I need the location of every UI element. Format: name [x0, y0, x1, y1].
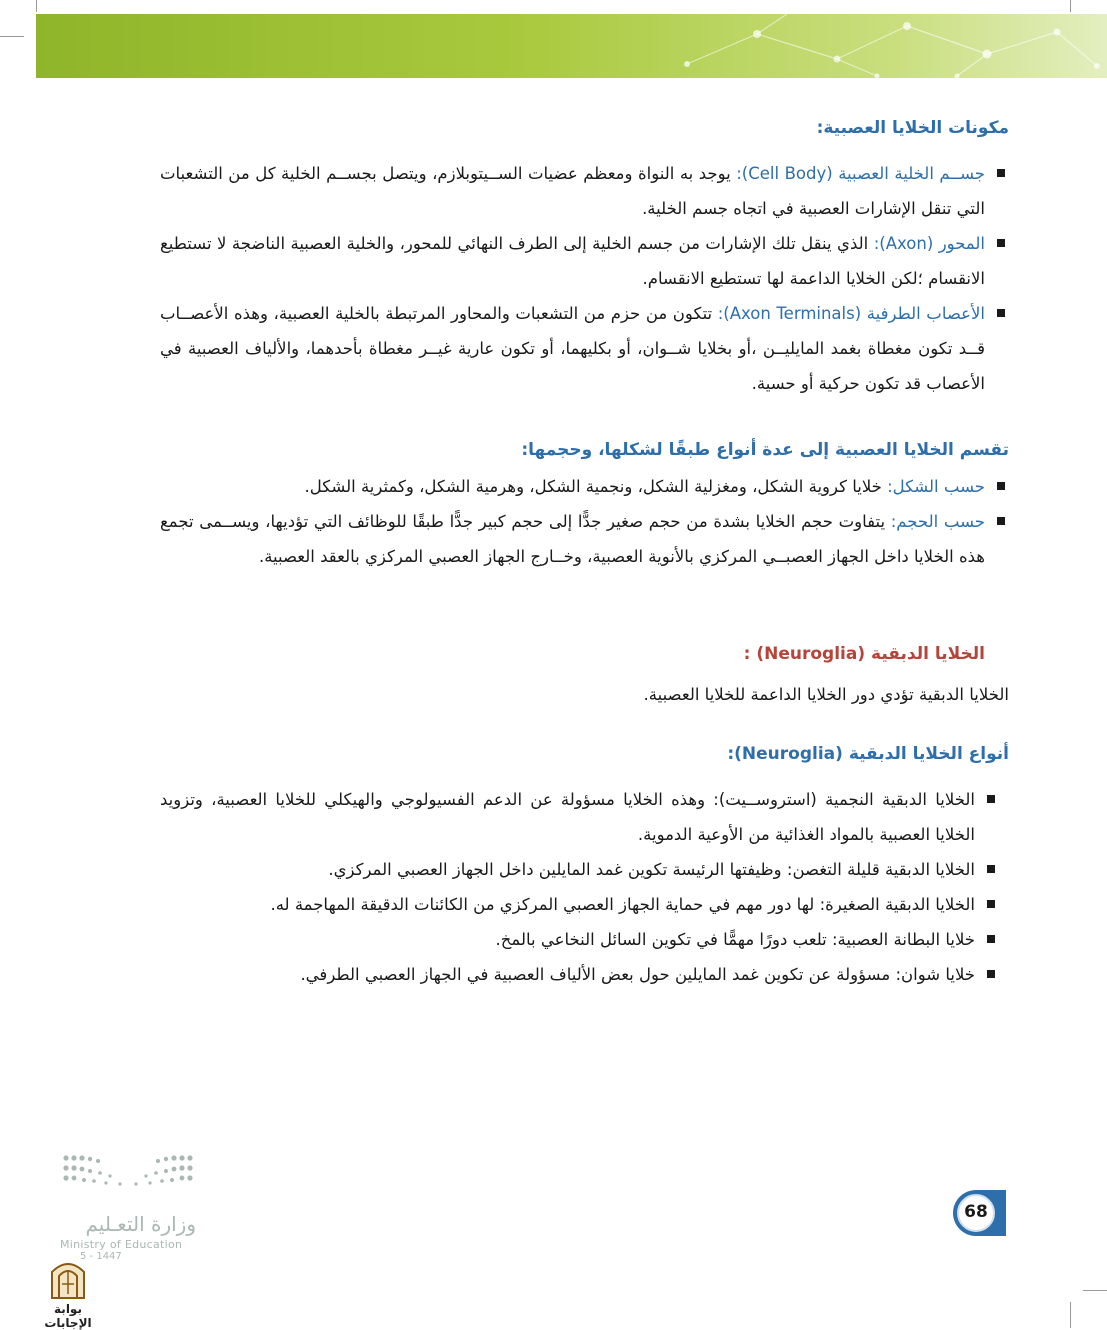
bullet-icon	[997, 309, 1005, 317]
neuroglia-description: الخلايا الدبقية تؤدي دور الخلايا الداعمة للخلايا العصبية.	[643, 685, 1009, 704]
list-item	[160, 469, 1009, 504]
item-text: تتكون من حزم من التشعبات والمحاور المرتبطة بالخلية العصبية، وهذه الأعصــاب قــد تكون مغطاة بغمد المايليــن ،أو بخلايا شــوان، أو بكليهما، أو تكون عارية غيــر مغطاة بأحدهما، والألياف العصبية في الأعصاب قد تكون حركية أو حسية.	[160, 304, 985, 393]
bullet-icon	[997, 482, 1005, 490]
list-item	[160, 957, 999, 992]
list-item	[160, 922, 999, 957]
ministry-name-ar: وزارة التعـليم	[85, 1212, 196, 1236]
list-item	[160, 296, 1009, 401]
item-text: الخلايا الدبقية الصغيرة: لها دور مهم في حماية الجهاز العصبي المركزي من الكائنات الدقيقة المهاجمة له.	[270, 895, 975, 914]
watermark-text: بوابة الإجابات	[44, 1302, 92, 1330]
crop-mark	[1083, 1290, 1107, 1291]
section-neuroglia-types-list	[160, 782, 999, 992]
ministry-name-en: Ministry of Education	[60, 1238, 183, 1251]
bullet-icon	[987, 865, 995, 873]
ministry-year: 5 - 1447	[80, 1251, 122, 1262]
list-item	[160, 782, 999, 852]
gate-icon	[48, 1256, 88, 1300]
bullet-icon	[987, 900, 995, 908]
crop-mark	[1070, 0, 1071, 12]
section-heading-types: تقسم الخلايا العصبية إلى عدة أنواع طبقًا لشكلها، وحجمها:	[521, 440, 1009, 460]
item-text: الخلايا الدبقية النجمية (استروســيت): وهذه الخلايا مسؤولة عن الدعم الفسيولوجي والهيكلي للخلايا العصبية، وتزويد الخلايا العصبية بالمواد الغذائية من الأوعية الدموية.	[160, 790, 975, 844]
list-item	[160, 156, 1009, 226]
item-text: خلايا كروية الشكل، ومغزلية الشكل، ونجمية الشكل، وهرمية الشكل، وكمثرية الشكل.	[304, 477, 888, 496]
bullet-icon	[997, 517, 1005, 525]
bullet-icon	[987, 970, 995, 978]
answers-gate-watermark	[30, 1256, 106, 1330]
term-label: حسب الشكل:	[887, 477, 985, 496]
crop-mark	[0, 36, 24, 37]
crop-mark	[1070, 1302, 1071, 1328]
page-number: 68	[964, 1202, 988, 1222]
bullet-icon	[987, 935, 995, 943]
section-heading-neuroglia: الخلايا الدبقية (Neuroglia) :	[743, 644, 985, 664]
page-number-badge	[948, 1188, 1006, 1238]
crop-mark	[36, 0, 37, 12]
bullet-icon	[997, 239, 1005, 247]
term-label: جســم الخلية العصبية (Cell Body):	[736, 164, 985, 183]
term-label: الأعصاب الطرفية (Axon Terminals):	[717, 304, 986, 323]
term-label: حسب الحجم:	[890, 512, 985, 531]
section-heading-components: مكونات الخلايا العصبية:	[816, 118, 1009, 138]
item-text: خلايا شوان: مسؤولة عن تكوين غمد المايلين حول بعض الألياف العصبية في الجهاز العصبي الطرفي.	[300, 965, 975, 984]
bullet-icon	[997, 169, 1005, 177]
list-item	[160, 852, 999, 887]
section-types-list	[160, 469, 1009, 574]
list-item	[160, 226, 1009, 296]
section-components-list	[160, 156, 1009, 401]
item-text: الذي ينقل تلك الإشارات من جسم الخلية إلى الطرف النهائي للمحور، والخلية العصبية الناضجة لا تستطيع الانقسام ؛لكن الخلايا الداعمة لها تستطيع الانقسام.	[160, 234, 985, 288]
list-item	[160, 887, 999, 922]
item-text: يتفاوت حجم الخلايا بشدة من حجم صغير جدًّا إلى حجم كبير جدًّا طبقًا للوظائف التي تؤديها، ويســمى تجمع هذه الخلايا داخل الجهاز العصبــي المركزي بالأنوية العصبية، وخــارج الجهاز العصبي المركزي بالعقد العصبية.	[160, 512, 985, 566]
ministry-dots-icon	[60, 1150, 196, 1190]
item-text: يوجد به النواة ومعظم عضيات الســيتوبلازم، ويتصل بجســم الخلية كل من التشعبات التي تنقل الإشارات العصبية في اتجاه جسم الخلية.	[160, 164, 985, 218]
ministry-logo	[60, 1150, 200, 1262]
section-heading-neuroglia-types: أنواع الخلايا الدبقية (Neuroglia):	[727, 744, 1009, 764]
list-item	[160, 504, 1009, 574]
molecule-pattern	[627, 14, 1107, 78]
item-text: خلايا البطانة العصبية: تلعب دورًا مهمًّا في تكوين السائل النخاعي بالمخ.	[495, 930, 975, 949]
bullet-icon	[987, 795, 995, 803]
item-text: الخلايا الدبقية قليلة التغصن: وظيفتها الرئيسة تكوين غمد المايلين داخل الجهاز العصبي المركزي.	[328, 860, 975, 879]
header-banner	[36, 14, 1107, 78]
term-label: المحور (Axon):	[873, 234, 985, 253]
